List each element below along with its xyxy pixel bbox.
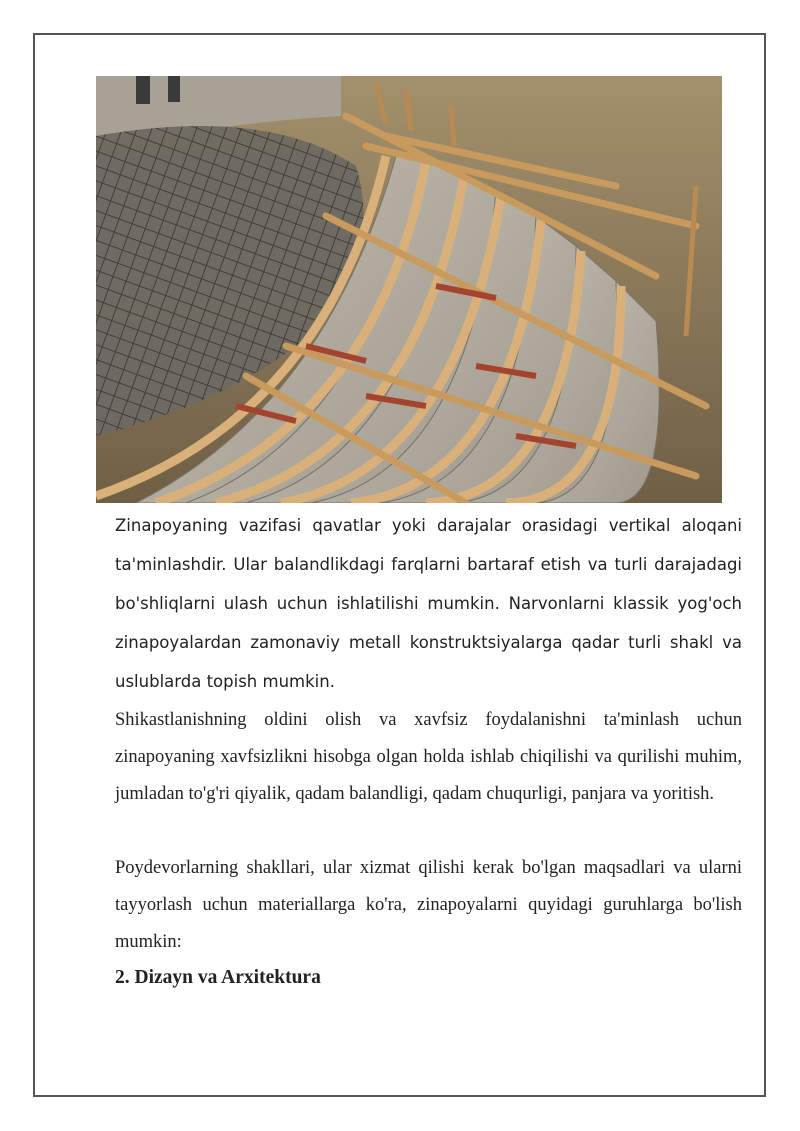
section-heading: 2. Dizayn va Arxitektura [115, 967, 321, 988]
body-paragraph-2: Shikastlanishning oldini olish va xavfsiz foydalanishni ta'minlash uchun zinapoyaning xavfsizlikni hisobga olgan holda ishlab chiqilishi va qurilishi muhim, jumladan to'g'ri qiyalik, qadam balandligi, qadam chuqurligi, panjara va yoritish. [115, 710, 742, 804]
body-paragraph-3: Poydevorlarning shakllari, ular xizmat qilishi kerak bo'lgan maqsadlari va ularni tayyorlash uchun materiallarga ko'ra, zinapoyalarni quyidagi guruhlarga bo'lish mumkin: [115, 858, 742, 952]
staircase-formwork-photo [96, 76, 722, 503]
body-paragraph-1: Zinapoyaning vazifasi qavatlar yoki darajalar orasidagi vertikal aloqani ta'minlashdir. Ular balandlikdagi farqlarni bartaraf etish va turli darajadagi bo'shliqlarni ulash uchun ishlatilishi mumkin. Narvonlarni klassik yog'och zinapoyalardan zamonaviy metall konstruktsiyalarga qadar turli shakl va uslublarda topish mumkin. [115, 516, 742, 691]
